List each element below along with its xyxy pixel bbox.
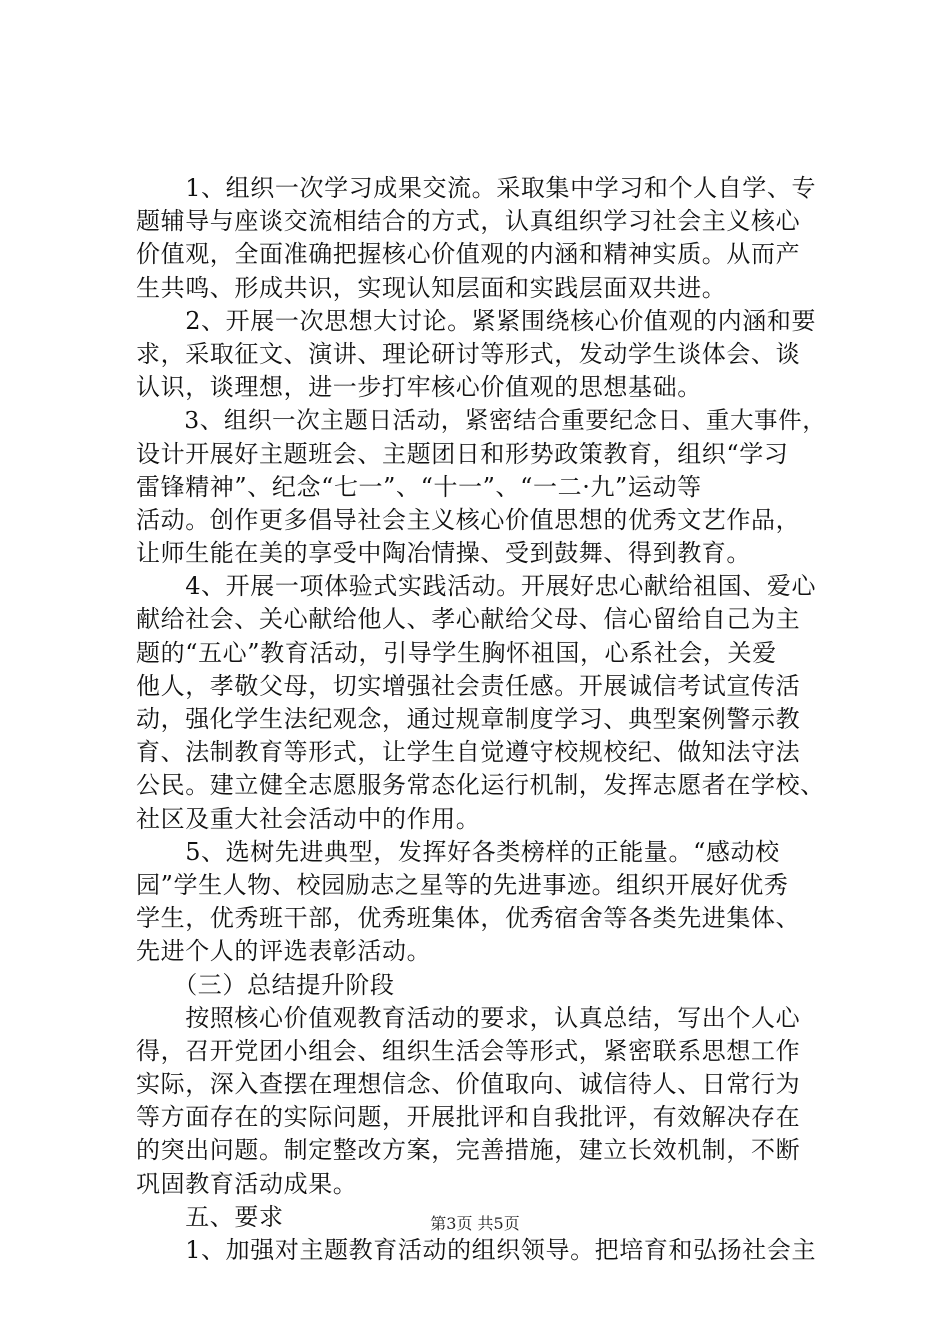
text-line: 4、开展一项体验式实践活动。开展好忠心献给祖国、爱心 bbox=[136, 572, 817, 601]
text-line: 生共鸣、形成共识，实现认知层面和实践层面双共进。 bbox=[136, 273, 727, 302]
text-line: 公民。建立健全志愿服务常态化运行机制，发挥志愿者在学校、 bbox=[136, 771, 825, 800]
text-line: 让师生能在美的享受中陶冶情操、受到鼓舞、得到教育。 bbox=[136, 539, 751, 568]
text-line: 动，强化学生法纪观念，通过规章制度学习、典型案例警示教 bbox=[136, 705, 801, 733]
text-line: 按照核心价值观教育活动的要求，认真总结，写出个人心 bbox=[136, 1003, 801, 1032]
text-line: 育、法制教育等形式，让学生自觉遵守校规校纪、做知法守法 bbox=[136, 738, 801, 767]
text-line: 五、要求 bbox=[136, 1202, 284, 1231]
text-line: 认识，谈理想，进一步打牢核心价值观的思想基础。 bbox=[136, 373, 702, 402]
text-line: 等方面存在的实际问题，开展批评和自我批评，有效解决存在 bbox=[136, 1103, 801, 1132]
text-line: 学生，优秀班干部，优秀班集体，优秀宿舍等各类先进集体、 bbox=[136, 904, 801, 933]
text-line: 他人，孝敬父母，切实增强社会责任感。开展诚信考试宣传活 bbox=[136, 671, 801, 700]
text-line: 先进个人的评选表彰活动。 bbox=[136, 937, 432, 966]
text-line: 雷锋精神”、纪念“七一”、“十一”、“一二·九”运动等 bbox=[136, 472, 702, 501]
text-line: 活动。创作更多倡导社会主义核心价值思想的优秀文艺作品， bbox=[136, 505, 801, 534]
text-line: 题辅导与座谈交流相结合的方式，认真组织学习社会主义核心 bbox=[136, 207, 801, 236]
text-line: 3、组织一次主题日活动，紧密结合重要纪念日、重大事件， bbox=[136, 406, 827, 435]
text-line: 5、选树先进典型，发挥好各类榜样的正能量。“感动校 bbox=[136, 837, 780, 866]
text-line: 设计开展好主题班会、主题团日和形势政策教育，组织“学习 bbox=[136, 439, 789, 468]
text-line: 献给社会、关心献给他人、孝心献给父母、信心留给自己为主 bbox=[136, 605, 801, 634]
page-footer: 第3页 共5页 bbox=[430, 1214, 520, 1233]
document-body bbox=[136, 172, 836, 1267]
text-line: 巩固教育活动成果。 bbox=[136, 1169, 358, 1198]
text-line: 社区及重大社会活动中的作用。 bbox=[136, 804, 481, 833]
text-line: 价值观，全面准确把握核心价值观的内涵和精神实质。从而产 bbox=[136, 240, 801, 269]
text-line: 题的“五心”教育活动，引导学生胸怀祖国，心系社会，关爱 bbox=[136, 638, 777, 667]
text-line: 的突出问题。制定整改方案，完善措施，建立长效机制，不断 bbox=[136, 1136, 801, 1165]
text-line: （三）总结提升阶段 bbox=[136, 970, 395, 999]
text-line: 2、开展一次思想大讨论。紧紧围绕核心价值观的内涵和要 bbox=[136, 306, 817, 335]
text-line: 求，采取征文、演讲、理论研讨等形式，发动学生谈体会、谈 bbox=[136, 339, 801, 368]
text-line: 得，召开党团小组会、组织生活会等形式，紧密联系思想工作 bbox=[136, 1036, 801, 1065]
text-line: 实际，深入查摆在理想信念、价值取向、诚信待人、日常行为 bbox=[136, 1070, 801, 1099]
text-line: 园”学生人物、校园励志之星等的先进事迹。组织开展好优秀 bbox=[136, 870, 789, 899]
text-line: 1、组织一次学习成果交流。采取集中学习和个人自学、专 bbox=[136, 174, 817, 202]
text-line: 1、加强对主题教育活动的组织领导。把培育和弘扬社会主 bbox=[136, 1236, 817, 1264]
